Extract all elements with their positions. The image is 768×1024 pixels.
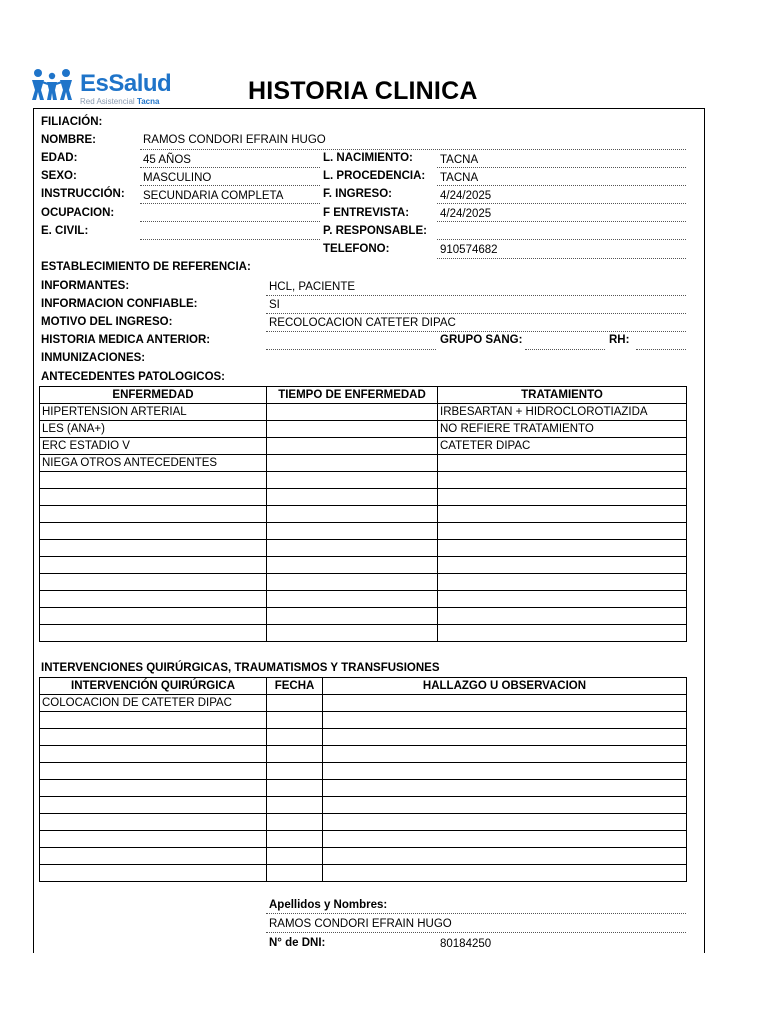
table-cell (267, 455, 438, 472)
grupo-label: GRUPO SANG: (440, 334, 523, 346)
table-cell (438, 472, 687, 489)
antecedentes-row (40, 472, 687, 489)
table-cell (40, 472, 267, 489)
table-cell: IRBESARTAN + HIDROCLOROTIAZIDA (438, 404, 687, 421)
antecedentes-row (40, 489, 687, 506)
table-cell (40, 712, 267, 729)
antecedentes-row (40, 591, 687, 608)
motivo-label: MOTIVO DEL INGRESO: (41, 316, 173, 328)
table-cell (40, 763, 267, 780)
ecivil-label: E. CIVIL: (41, 225, 89, 237)
table-cell (267, 763, 323, 780)
antecedentes-row (40, 625, 687, 642)
table-cell: CATETER DIPAC (438, 438, 687, 455)
table-cell (40, 797, 267, 814)
informantes-label: INFORMANTES: (41, 280, 130, 292)
table-cell: NIEGA OTROS ANTECEDENTES (40, 455, 267, 472)
antecedentes-row (40, 421, 687, 438)
table-cell (323, 814, 687, 831)
table-cell (267, 574, 438, 591)
fentrevista-label: F ENTREVISTA: (323, 207, 410, 219)
table-cell (40, 557, 267, 574)
table-cell (438, 574, 687, 591)
antecedentes-row (40, 506, 687, 523)
table-cell (438, 625, 687, 642)
table-cell (323, 695, 687, 712)
telefono-line (437, 258, 686, 259)
intervenciones-row (40, 746, 687, 763)
intervenciones-row (40, 729, 687, 746)
nombre-value: RAMOS CONDORI EFRAIN HUGO (143, 134, 326, 146)
fentrevista-line (437, 221, 686, 222)
rh-label: RH: (609, 334, 630, 346)
intervenciones-row (40, 780, 687, 797)
antecedentes-row (40, 404, 687, 421)
historia-line (266, 349, 436, 350)
sexo-line (140, 185, 320, 186)
table-cell (438, 557, 687, 574)
table-cell (40, 746, 267, 763)
informantes-line (266, 295, 686, 296)
confiable-label: INFORMACION CONFIABLE: (41, 298, 198, 310)
intervenciones-row (40, 797, 687, 814)
table-cell (40, 831, 267, 848)
table-cell (267, 557, 438, 574)
ocupacion-line (140, 221, 320, 222)
lnacimiento-line (437, 167, 686, 168)
antecedentes-title: ANTECEDENTES PATOLOGICOS: (41, 371, 226, 383)
intervenciones-row (40, 865, 687, 882)
table-cell (267, 695, 323, 712)
table-cell (267, 712, 323, 729)
table-cell (323, 865, 687, 882)
table-cell (267, 625, 438, 642)
table-cell (40, 506, 267, 523)
presponsable-line (437, 239, 686, 240)
historia-label: HISTORIA MEDICA ANTERIOR: (41, 334, 211, 346)
fentrevista-value: 4/24/2025 (440, 208, 492, 220)
antecedentes-table (39, 386, 687, 642)
table-cell (267, 814, 323, 831)
logo-subtitle: Red Asistencial Tacna (80, 97, 160, 106)
footer-dni-label: N° de DNI: (269, 937, 326, 949)
table-cell (267, 848, 323, 865)
table-cell (323, 712, 687, 729)
motivo-value: RECOLOCACION CATETER DIPAC (269, 317, 456, 329)
table-cell (267, 506, 438, 523)
presponsable-label: P. RESPONSABLE: (323, 225, 427, 237)
col-header-tiempo: TIEMPO DE ENFERMEDAD (267, 387, 438, 404)
col-header-intervencion: INTERVENCIÓN QUIRÚRGICA (40, 678, 267, 695)
intervenciones-title: INTERVENCIONES QUIRÚRGICAS, TRAUMATISMOS Y TRANSFUSIONES (41, 662, 440, 674)
ocupacion-label: OCUPACION: (41, 207, 115, 219)
col-header-fecha: FECHA (267, 678, 323, 695)
footer-nombres-value: RAMOS CONDORI EFRAIN HUGO (269, 918, 452, 930)
instruccion-label: INSTRUCCIÓN: (41, 188, 125, 200)
intervenciones-header-row (40, 678, 687, 695)
table-cell (438, 540, 687, 557)
table-cell (40, 608, 267, 625)
edad-value: 45 AÑOS (143, 154, 191, 166)
col-header-hallazgo: HALLAZGO U OBSERVACION (323, 678, 687, 695)
sexo-label: SEXO: (41, 170, 77, 182)
antecedentes-rows (40, 404, 687, 642)
table-cell (40, 489, 267, 506)
antecedentes-row (40, 574, 687, 591)
table-cell (267, 865, 323, 882)
instruccion-value: SECUNDARIA COMPLETA (143, 190, 284, 202)
table-cell (267, 438, 438, 455)
table-cell (267, 608, 438, 625)
table-cell (40, 574, 267, 591)
lprocedencia-line (437, 185, 686, 186)
table-cell (323, 763, 687, 780)
antecedentes-row (40, 540, 687, 557)
footer-nombres-label: Apellidos y Nombres: (269, 899, 388, 911)
intervenciones-rows (40, 695, 687, 882)
lnacimiento-label: L. NACIMIENTO: (323, 152, 413, 164)
table-cell (323, 746, 687, 763)
intervenciones-row (40, 848, 687, 865)
filiacion-label: FILIACIÓN: (41, 116, 103, 128)
fingreso-line (437, 203, 686, 204)
table-cell (438, 489, 687, 506)
table-cell (323, 831, 687, 848)
table-cell (267, 746, 323, 763)
fingreso-value: 4/24/2025 (440, 190, 492, 202)
table-cell (40, 625, 267, 642)
antecedentes-row (40, 455, 687, 472)
inmunizaciones-label: INMUNIZACIONES: (41, 352, 146, 364)
fingreso-label: F. INGRESO: (323, 188, 393, 200)
table-cell (438, 591, 687, 608)
col-header-tratamiento: TRATAMIENTO (438, 387, 687, 404)
confiable-line (266, 313, 686, 314)
grupo-line (525, 349, 605, 350)
intervenciones-row (40, 831, 687, 848)
instruccion-line (140, 203, 320, 204)
antecedentes-row (40, 523, 687, 540)
antecedentes-header-row (40, 387, 687, 404)
table-cell (267, 421, 438, 438)
table-cell (267, 591, 438, 608)
table-cell (40, 780, 267, 797)
table-cell: COLOCACION DE CATETER DIPAC (40, 695, 267, 712)
rh-line (636, 349, 686, 350)
table-cell (40, 814, 267, 831)
family-figures-icon (30, 68, 80, 102)
nombre-line (140, 149, 686, 150)
table-cell (267, 831, 323, 848)
table-cell (267, 797, 323, 814)
table-cell (267, 780, 323, 797)
telefono-value: 910574682 (440, 244, 498, 256)
motivo-line (266, 331, 686, 332)
informantes-value: HCL, PACIENTE (269, 281, 356, 293)
col-header-enfermedad: ENFERMEDAD (40, 387, 267, 404)
table-cell (267, 489, 438, 506)
table-cell (267, 729, 323, 746)
table-cell: HIPERTENSION ARTERIAL (40, 404, 267, 421)
edad-label: EDAD: (41, 152, 78, 164)
lprocedencia-label: L. PROCEDENCIA: (323, 170, 426, 182)
intervenciones-row (40, 814, 687, 831)
table-cell (323, 797, 687, 814)
antecedentes-row (40, 557, 687, 574)
telefono-label: TELEFONO: (323, 243, 390, 255)
footer-nombres-line-top (266, 913, 686, 914)
table-cell (267, 523, 438, 540)
nombre-label: NOMBRE: (41, 134, 96, 146)
table-cell (438, 506, 687, 523)
table-cell: NO REFIERE TRATAMIENTO (438, 421, 687, 438)
edad-line (140, 167, 320, 168)
sexo-value: MASCULINO (143, 172, 212, 184)
logo-wordmark: EsSalud (80, 70, 172, 97)
table-cell (267, 404, 438, 421)
table-cell (40, 865, 267, 882)
antecedentes-row (40, 608, 687, 625)
table-cell (438, 608, 687, 625)
intervenciones-row (40, 695, 687, 712)
lprocedencia-value: TACNA (440, 172, 479, 184)
intervenciones-row (40, 763, 687, 780)
intervenciones-table (39, 677, 687, 882)
table-cell (267, 472, 438, 489)
antecedentes-row (40, 438, 687, 455)
essalud-logo (30, 68, 170, 110)
table-cell: LES (ANA+) (40, 421, 267, 438)
table-cell (438, 523, 687, 540)
table-cell (40, 523, 267, 540)
lnacimiento-value: TACNA (440, 154, 479, 166)
table-cell (40, 540, 267, 557)
table-cell (40, 729, 267, 746)
intervenciones-row (40, 712, 687, 729)
page-title: HISTORIA CLINICA (248, 77, 478, 105)
establecimiento-label: ESTABLECIMIENTO DE REFERENCIA: (41, 261, 251, 273)
table-cell (40, 591, 267, 608)
table-cell (438, 455, 687, 472)
table-cell (323, 848, 687, 865)
footer-dni-value: 80184250 (440, 938, 492, 950)
document-header (0, 0, 768, 108)
table-cell (323, 780, 687, 797)
table-cell (267, 540, 438, 557)
table-cell (323, 729, 687, 746)
table-cell: ERC ESTADIO V (40, 438, 267, 455)
ecivil-line (140, 239, 320, 240)
confiable-value: SI (269, 299, 280, 311)
table-cell (40, 848, 267, 865)
footer-nombres-line (266, 932, 686, 933)
